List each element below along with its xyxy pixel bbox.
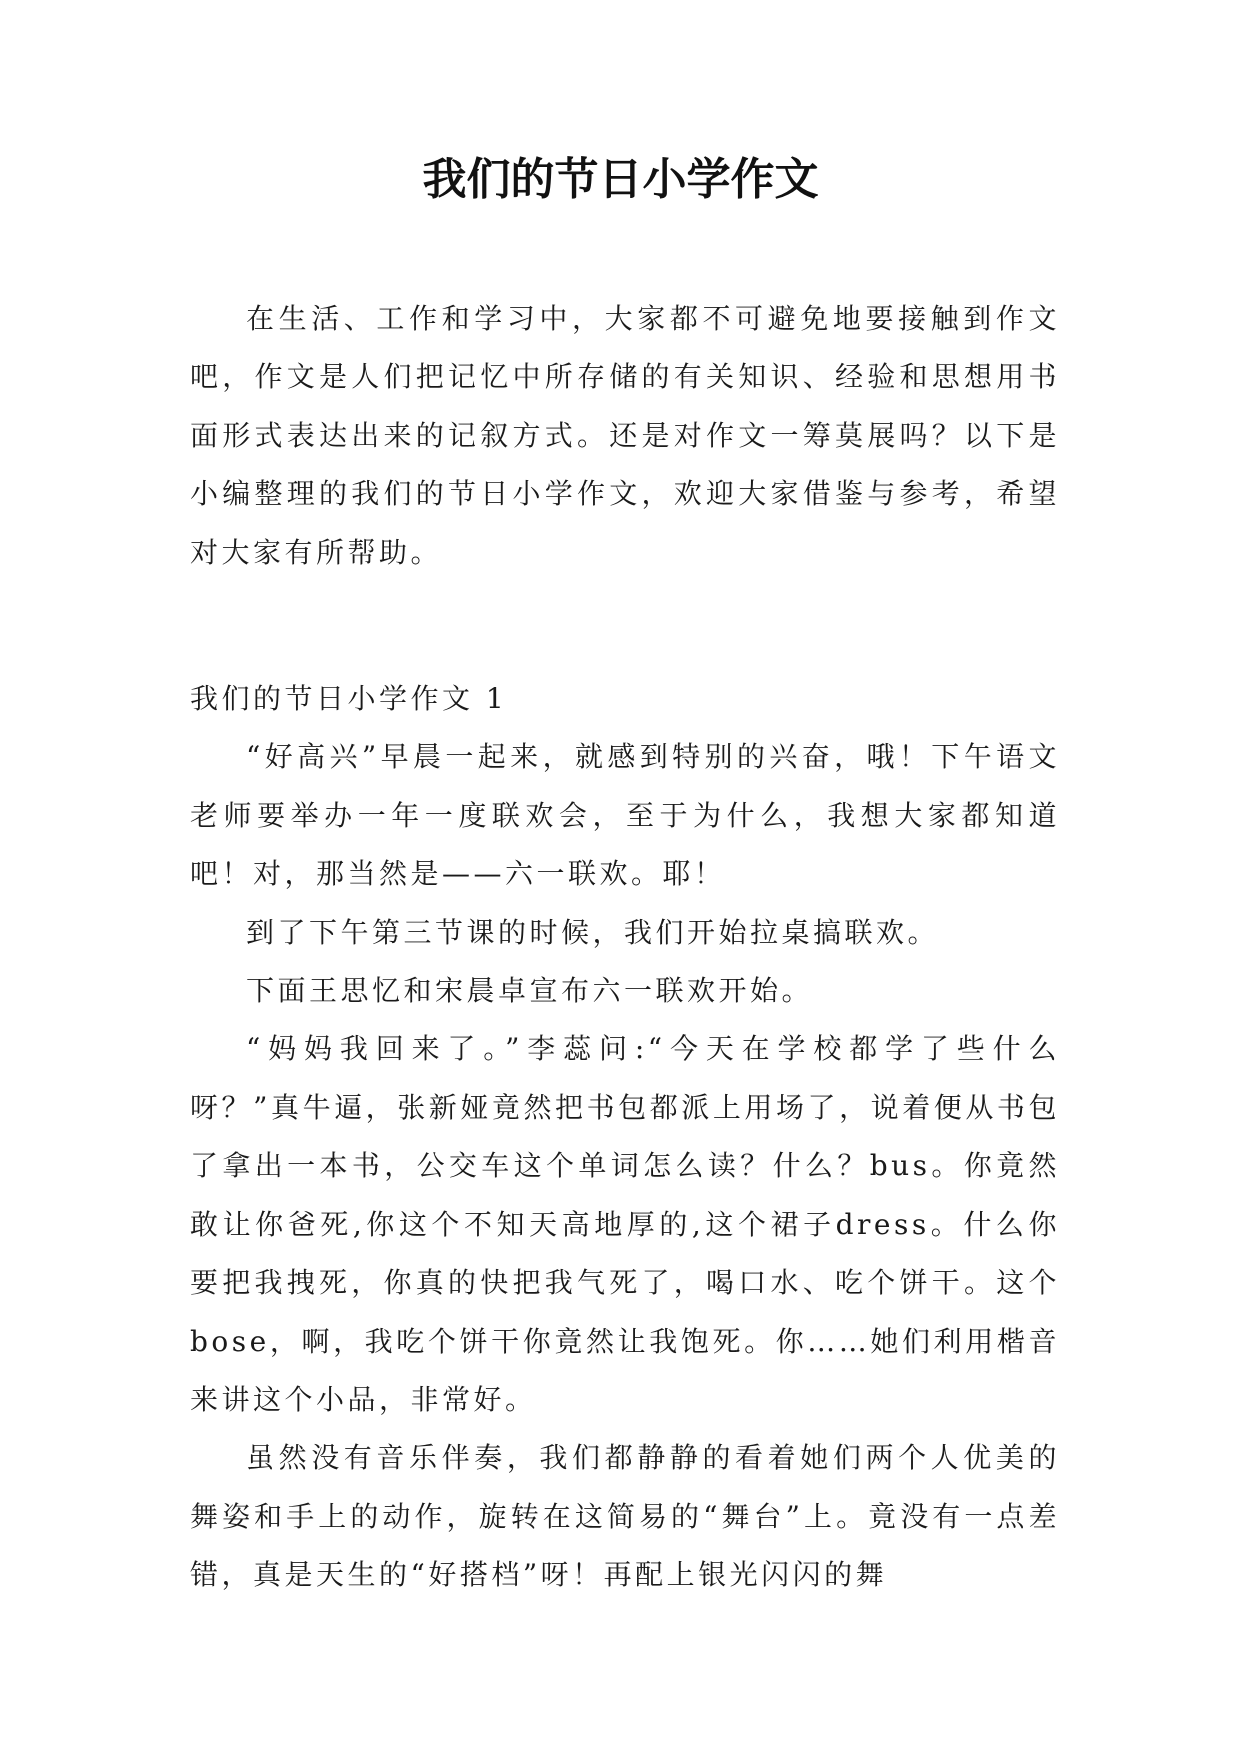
body-paragraph-5: 虽然没有音乐伴奏，我们都静静的看着她们两个人优美的舞姿和手上的动作，旋转在这简易的“舞台”上。竟没有一点差错，真是天生的“好搭档”呀！再配上银光闪闪的舞	[190, 1441, 1060, 1592]
body-paragraph-1: “好高兴”早晨一起来，就感到特别的兴奋，哦！下午语文老师要举办一年一度联欢会，至于为什么，我想大家都知道吧！对，那当然是——六一联欢。耶！	[190, 740, 1060, 891]
body-paragraph-2: 到了下午第三节课的时候，我们开始拉桌搞联欢。	[246, 915, 940, 949]
body-paragraph-3: 下面王思忆和宋晨卓宣布六一联欢开始。	[246, 974, 814, 1008]
intro-paragraph: 在生活、工作和学习中，大家都不可避免地要接触到作文吧，作文是人们把记忆中所存储的有关知识、经验和思想用书面形式表达出来的记叙方式。还是对作文一筹莫展吗？以下是小编整理的我们的节日小学作文，欢迎大家借鉴与参考，希望对大家有所帮助。	[190, 302, 1060, 569]
document-body	[190, 290, 1060, 1605]
section-heading: 我们的节日小学作文 1	[190, 682, 508, 716]
section-spacer	[190, 582, 1060, 670]
body-paragraph-4: “妈妈我回来了。”李蕊问:“今天在学校都学了些什么呀？”真牛逼，张新娅竟然把书包都派上用场了，说着便从书包了拿出一本书，公交车这个单词怎么读？什么？bus。你竟然敢让你爸死,你这个不知天高地厚的,这个裙子dress。什么你要把我拽死，你真的快把我气死了，喝口水、吃个饼干。这个 bose，啊，我吃个饼干你竟然让我饱死。你……她们利用楷音来讲这个小品，非常好。	[190, 1032, 1060, 1416]
document-title: 我们的节日小学作文	[422, 154, 819, 205]
